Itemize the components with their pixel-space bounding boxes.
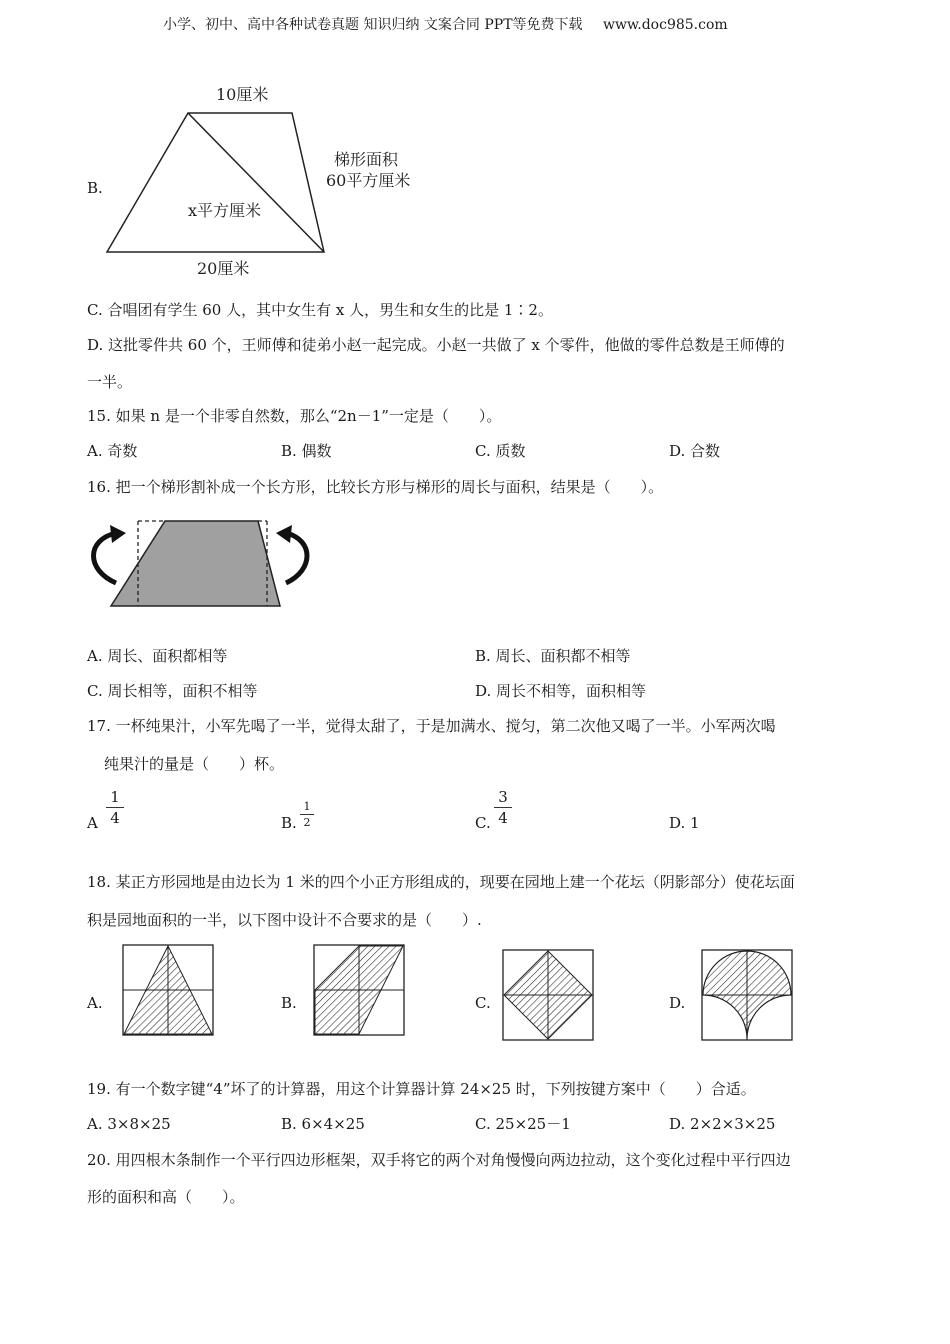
- q15-option-d: D. 合数: [669, 442, 721, 460]
- q15-option-b: B. 偶数: [281, 442, 332, 460]
- figure-inner-label: x平方厘米: [188, 201, 262, 220]
- q18-option-a-label: A.: [87, 994, 103, 1012]
- q18-option-b-label: B.: [281, 994, 297, 1012]
- fraction-numerator: 1: [303, 800, 311, 813]
- q17-option-c-fraction: [494, 788, 512, 827]
- q17-option-a-fraction: [106, 788, 124, 827]
- q14-option-b-label: B.: [87, 179, 103, 197]
- q16-option-a: A. 周长、面积都相等: [87, 647, 228, 665]
- q17-option-b-fraction: [300, 800, 314, 829]
- q18-option-c-label: C.: [475, 994, 491, 1012]
- figure-area-label-1: 梯形面积: [334, 150, 399, 169]
- trapezoid-to-rectangle-figure: [86, 515, 326, 615]
- figure-top-label: 10厘米: [216, 85, 269, 104]
- q14-option-c: C. 合唱团有学生 60 人，其中女生有 x 人，男生和女生的比是 1∶2。: [87, 301, 553, 319]
- header-url: www.doc985.com: [602, 17, 728, 33]
- q17-stem-line1: 17. 一杯纯果汁，小军先喝了一半，觉得太甜了，于是加满水、搅匀，第二次他又喝了一半。小军两次喝: [87, 717, 776, 735]
- q20-stem-line2: 形的面积和高（ ）。: [87, 1188, 245, 1206]
- figure-bottom-label: 20厘米: [197, 259, 250, 278]
- trapezoid-figure: [100, 80, 530, 280]
- header-text: 小学、初中、高中各种试卷真题 知识归纳 文案合同 PPT等免费下载: [163, 17, 583, 33]
- q18-figure-c: [502, 949, 594, 1041]
- q19-option-a: A. 3×8×25: [87, 1115, 171, 1133]
- q16-option-b: B. 周长、面积都不相等: [475, 647, 631, 665]
- q15-stem: 15. 如果 n 是一个非零自然数，那么“2n－1”一定是（ ）。: [87, 407, 502, 425]
- fraction-denominator: 4: [498, 809, 508, 827]
- q17-stem-line2: 纯果汁的量是（ ）杯。: [104, 755, 285, 773]
- fraction-denominator: 4: [110, 809, 120, 827]
- q18-stem-line1: 18. 某正方形园地是由边长为 1 米的四个小正方形组成的，现要在园地上建一个花坛（阴影部分）使花坛面: [87, 873, 795, 891]
- q16-stem: 16. 把一个梯形割补成一个长方形，比较长方形与梯形的周长与面积，结果是（ ）。: [87, 478, 664, 496]
- q19-option-c: C. 25×25－1: [475, 1115, 571, 1133]
- q17-option-d: D. 1: [669, 814, 700, 832]
- figure-area-label-2: 60平方厘米: [326, 171, 411, 190]
- q15-option-c: C. 质数: [475, 442, 526, 460]
- q14-option-d-line1: D. 这批零件共 60 个，王师傅和徒弟小赵一起完成。小赵一共做了 x 个零件，他做的零件总数是王师傅的: [87, 336, 785, 354]
- q18-stem-line2: 积是园地面积的一半，以下图中设计不合要求的是（ ）.: [87, 911, 482, 929]
- q16-option-d: D. 周长不相等，面积相等: [475, 682, 647, 700]
- q14-option-d-line2: 一半。: [87, 373, 133, 391]
- q18-figure-b: [313, 944, 405, 1036]
- q17-option-b-label: B.: [281, 814, 297, 832]
- q19-option-b: B. 6×4×25: [281, 1115, 365, 1133]
- q18-figure-a: [122, 944, 214, 1036]
- page-header: [163, 14, 728, 34]
- q18-figure-d: [701, 949, 793, 1041]
- q15-option-a: A. 奇数: [87, 442, 138, 460]
- q17-option-a-label: A: [87, 814, 98, 832]
- fraction-denominator: 2: [303, 816, 311, 829]
- q19-stem: 19. 有一个数字键“4”坏了的计算器，用这个计算器计算 24×25 时，下列按键方案中（ ）合适。: [87, 1080, 756, 1098]
- fraction-numerator: 1: [110, 788, 120, 806]
- fraction-numerator: 3: [498, 788, 508, 806]
- q20-stem-line1: 20. 用四根木条制作一个平行四边形框架，双手将它的两个对角慢慢向两边拉动，这个变化过程中平行四边: [87, 1151, 791, 1169]
- q18-option-d-label: D.: [669, 994, 686, 1012]
- q16-option-c: C. 周长相等，面积不相等: [87, 682, 258, 700]
- q19-option-d: D. 2×2×3×25: [669, 1115, 776, 1133]
- q17-option-c-label: C.: [475, 814, 491, 832]
